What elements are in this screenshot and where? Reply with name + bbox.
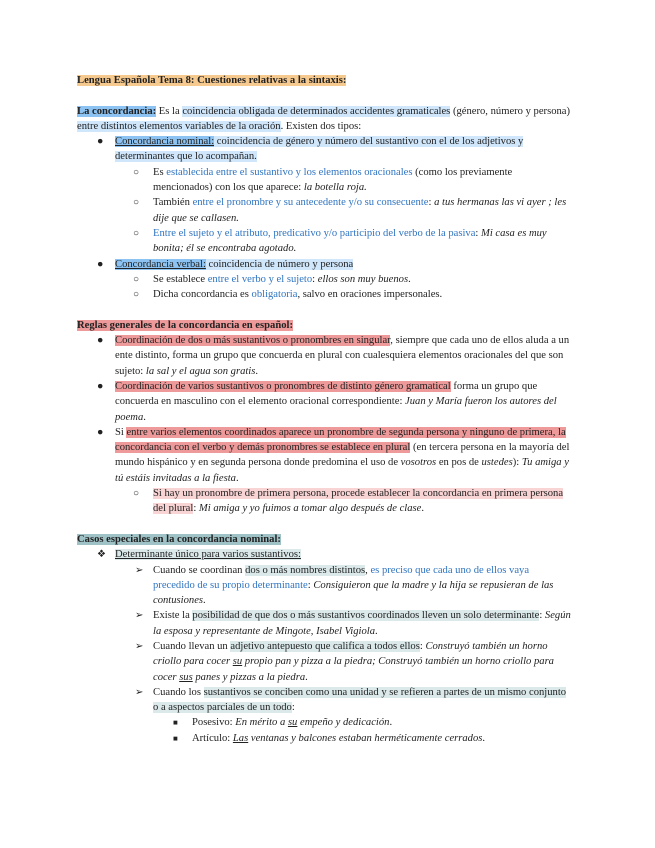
list-item-verbal: ● Concordancia verbal: coincidencia de número y persona ○ Se establece entre el verbo y el sujeto: ellos son muy buenos. ○ Dicha concordancia es obligatoria, salvo en oraciones impersonales.	[77, 257, 573, 303]
list-item: ○ Dicha concordancia es obligatoria, salvo en oraciones impersonales.	[77, 287, 573, 302]
circle-bullet-icon: ○	[133, 273, 140, 285]
reglas-heading: Reglas generales de la concordancia en español:	[77, 319, 293, 331]
circle-bullet-icon: ○	[133, 488, 140, 500]
reglas-list	[77, 333, 573, 517]
arrow-bullet-icon: ➢	[135, 686, 144, 698]
concordancia-heading: La concordancia:	[77, 105, 157, 117]
arrow-bullet-icon: ➢	[135, 564, 144, 576]
bullet-icon: ●	[97, 136, 104, 148]
list-item: ■ Artículo: Las ventanas y balcones estaban herméticamente cerrados.	[77, 731, 573, 746]
list-item: ○ Es establecida entre el sustantivo y los elementos oracionales (como los previamente mencionados) con los que aparece: la botella roja.	[133, 166, 513, 194]
list-item: ■ Posesivo: En mérito a su empeño y dedicación.	[77, 715, 573, 730]
document-title: Lengua Española Tema 8: Cuestiones relativas a la sintaxis:	[77, 75, 347, 86]
list-item: ○ Se establece entre el verbo y el sujeto: ellos son muy buenos.	[77, 272, 573, 287]
bullet-icon: ●	[97, 426, 104, 438]
list-item: ➢ Cuando los sustantivos se conciben como una unidad y se refieren a partes de un mismo conjunto o a aspectos parciales de un todo: ■ Posesivo: En mérito a su empeño y dedicación. ■ Artículo: Las ventanas y balcones estaban herméticamente cerrados.	[77, 685, 573, 746]
list-item: ➢ Cuando llevan un adjetivo antepuesto que califica a todos ellos: Construyó también un horno criollo para cocer su propio pan y pizza a la piedra; Construyó también un horno criollo para cocer sus panes y pizzas a la piedra.	[135, 640, 554, 683]
diamond-bullet-icon: ❖	[97, 549, 106, 561]
arrow-bullet-icon: ➢	[135, 610, 144, 622]
list-item: ○ Entre el sujeto y el atributo, predicativo y/o participio del verbo de la pasiva: Mi casa es muy bonita; él se encontraba agotado.	[133, 227, 547, 255]
square-bullet-icon: ■	[173, 733, 178, 743]
concordancia-types-list	[77, 134, 573, 302]
concordancia-definition: La concordancia: Es la coincidencia obligada de determinados accidentes gramaticales (género, número y persona) entre distintos elementos variables de la oración. Existen dos tipos:	[77, 105, 571, 132]
list-item: ○ Si hay un pronombre de primera persona, procede establecer la concordancia en primera persona del plural: Mi amiga y yo fuimos a tomar algo después de clase.	[133, 488, 564, 515]
list-item: ➢ Cuando se coordinan dos o más nombres distintos, es preciso que cada uno de ellos vaya precedido de su propio determinante: Consiguieron que la madre y la hija se repusieran de las contusiones.	[135, 564, 554, 607]
circle-bullet-icon: ○	[133, 227, 140, 239]
circle-bullet-icon: ○	[133, 289, 140, 301]
arrow-bullet-icon: ➢	[135, 640, 144, 652]
casos-list	[77, 547, 573, 746]
list-item: ● Si entre varios elementos coordinados aparece un pronombre de segunda persona y ninguno de primera, la concordancia con el verbo y demás pronombres se establece en plural (en tercera persona en la mayoría del mundo hispánico y en segunda persona donde predomina el uso de vosotros en pos de ustedes): Tu amiga y tú estáis invitadas a la fiesta. ○ Si hay un pronombre de primera persona, procede establecer la concordancia en primera persona del plural: Mi amiga y yo fuimos a tomar algo después de clase.	[77, 425, 573, 517]
bullet-icon: ●	[97, 335, 104, 347]
list-item: ● Coordinación de varios sustantivos o pronombres de distinto género gramatical forma un grupo que concuerda en masculino con el elemento oracional correspondiente: Juan y María fueron los autores del poema.	[97, 380, 557, 423]
list-item: ● Coordinación de dos o más sustantivos o pronombres en singular, siempre que cada uno de ellos aluda a un ente distinto, forma un grupo que concuerda en plural con cualesquiera elementos oracionales del que son sujeto: la sal y el agua son gratis.	[97, 335, 570, 377]
list-item-nominal: ● Concordancia nominal: coincidencia de género y número del sustantivo con el de los adjetivos y determinantes que lo acompañan. ○ Es establecida entre el sustantivo y los elementos oracionales (como los previamente mencionados) con los que aparece: la botella roja. ○ También entre el pronombre y su antecedente y/o su consecuente: a tus hermanas las vi ayer ; les dije que se callasen. ○ Entre el sujeto y el atributo, predicativo y/o participio del verbo de la pasiva: Mi casa es muy bonita; él se encontraba agotado.	[77, 134, 573, 256]
circle-bullet-icon: ○	[133, 166, 140, 178]
circle-bullet-icon: ○	[133, 197, 140, 209]
bullet-icon: ●	[97, 258, 104, 270]
document-body	[77, 73, 573, 746]
casos-heading: Casos especiales en la concordancia nominal:	[77, 533, 281, 545]
list-item-determinante-unico: ❖ Determinante único para varios sustantivos: ➢ Cuando se coordinan dos o más nombres distintos, es preciso que cada uno de ellos vaya precedido de su propio determinante: Consiguieron que la madre y la hija se repusieran de las contusiones. ➢ Existe la posibilidad de que dos o más sustantivos coordinados lleven un solo determinante: Según la esposa y representante de Mingote, Isabel Vigiola. ➢ Cuando llevan un adjetivo antepuesto que califica a todos ellos: Construyó también un horno criollo para cocer su propio pan y pizza a la piedra; Construyó también un horno criollo para cocer sus panes y pizzas a la piedra. ➢ Cuando los sustantivos se conciben como una unidad y se refieren a partes de un mismo conjunto o a aspectos parciales de un todo: ■ Posesivo: En mérito a su empeño y dedicación. ■ Artículo: Las ventanas y balcones estaban herméticamente cerrados.	[77, 547, 573, 746]
list-item: ○ También entre el pronombre y su antecedente y/o su consecuente: a tus hermanas las vi ayer ; les dije que se callasen.	[133, 197, 567, 224]
bullet-icon: ●	[97, 380, 104, 392]
list-item: ➢ Existe la posibilidad de que dos o más sustantivos coordinados lleven un solo determinante: Según la esposa y representante de Mingote, Isabel Vigiola.	[135, 610, 571, 637]
square-bullet-icon: ■	[173, 718, 178, 728]
